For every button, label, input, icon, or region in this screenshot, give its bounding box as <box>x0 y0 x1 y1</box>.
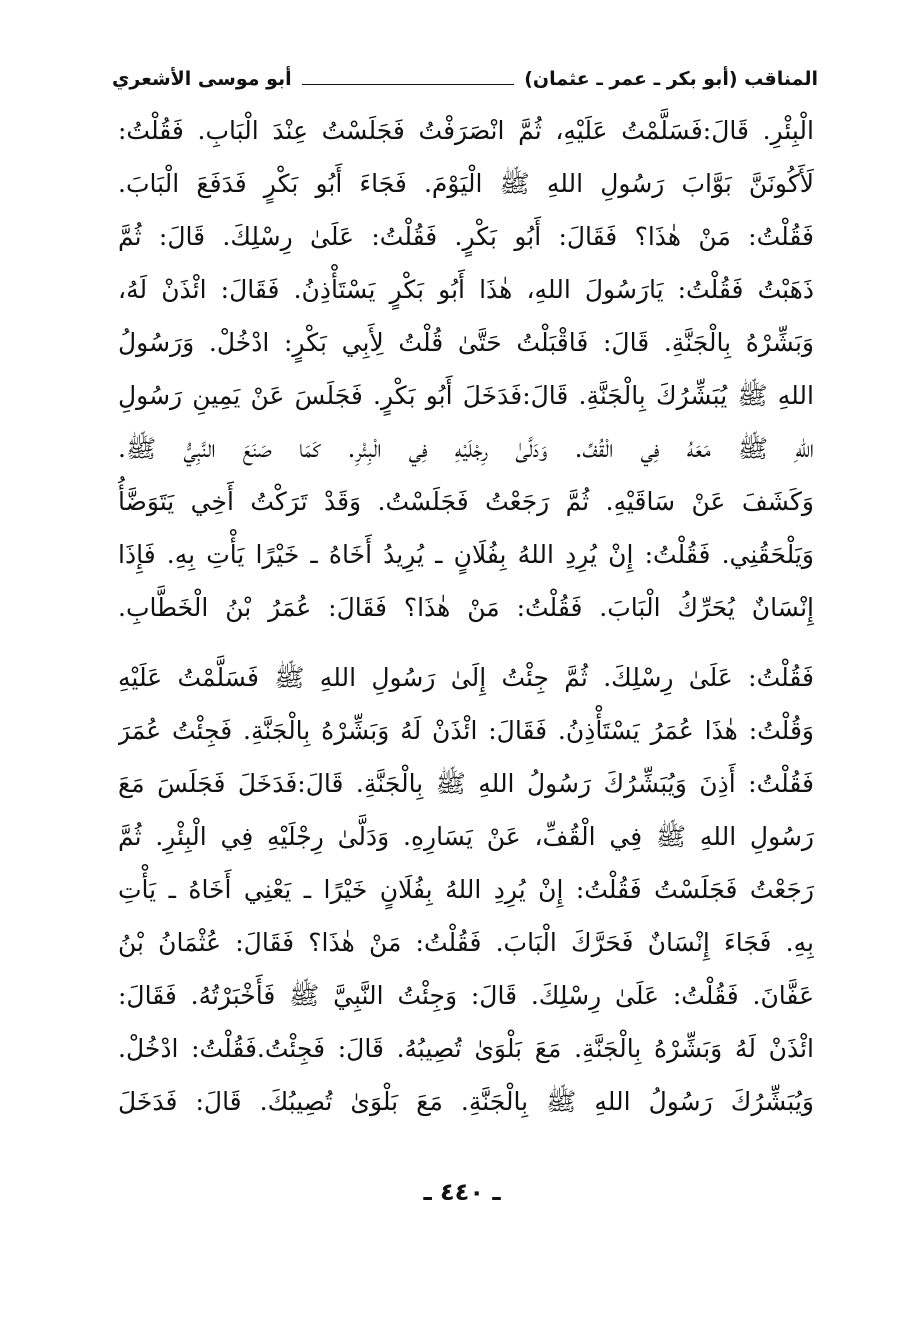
text-line: ائْذَنْ لَهُ وَبَشِّرْهُ بِالْجَنَّةِ. مَعَ بَلْوَىٰ تُصِيبُهُ. قَالَ: فَجِئْتُ.فَقُلْتُ: ادْخُلْ. <box>118 1034 814 1063</box>
paragraph-1 <box>118 104 814 634</box>
text-line: وَيُبَشِّرُكَ رَسُولُ اللهِ ﷺ بِالْجَنَّةِ. مَعَ بَلْوَىٰ تُصِيبُكَ. قَالَ: فَدَخَلَ <box>118 1087 814 1116</box>
text-line: وَيَلْحَقُنِي. فَقُلْتُ: إِنْ يُرِدِ اللهُ بِفُلَانٍ ـ يُرِيدُ أَخَاهُ ـ خَيْرًا يَأْتِ بِهِ. فَإِذَا <box>118 540 814 569</box>
paragraph-gap <box>118 634 814 651</box>
text-line: رَجَعْتُ فَجَلَسْتُ فَقُلْتُ: إِنْ يُرِدِ اللهُ بِفُلَانٍ خَيْرًا ـ يَعْنِي أَخَاهُ ـ يَأْتِ <box>118 875 814 904</box>
book-title: المناقب (أبو بكر ـ عمر ـ عثمان) <box>524 68 818 90</box>
text-line: اللهِ ﷺ مَعَهُ فِي الْقُفِّ. وَدَلَّىٰ رِجْلَيْهِ فِي الْبِئْرِ. كَمَا صَنَعَ النَّبِيُّ ﷺ. <box>118 434 814 463</box>
text-line: وَقُلْتُ: هٰذَا عُمَرُ يَسْتَأْذِنُ. فَقَالَ: ائْذَنْ لَهُ وَبَشِّرْهُ بِالْجَنَّةِ. فَجِئْتُ عُمَرَ <box>118 716 814 745</box>
text-line: لَأَكُونَنَّ بَوَّابَ رَسُولِ اللهِ ﷺ الْيَوْمَ. فَجَاءَ أَبُو بَكْرٍ فَدَفَعَ الْبَابَ. <box>118 169 814 198</box>
text-line: الْبِئْرِ. قَالَ:فَسَلَّمْتُ عَلَيْهِ، ثُمَّ انْصَرَفْتُ فَجَلَسْتُ عِنْدَ الْبَابِ. فَقُلْتُ: <box>118 116 814 145</box>
header-rule <box>302 84 515 85</box>
running-header <box>112 62 818 96</box>
text-line: بِهِ. فَجَاءَ إِنْسَانٌ فَحَرَّكَ الْبَابَ. فَقُلْتُ: مَنْ هٰذَا؟ فَقَالَ: عُثْمَانُ بْنُ <box>118 928 814 957</box>
text-line: اللهِ ﷺ يُبَشِّرُكَ بِالْجَنَّةِ. قَالَ:فَدَخَلَ أَبُو بَكْرٍ. فَجَلَسَ عَنْ يَمِينِ رَسُولِ <box>118 381 814 410</box>
body-text <box>118 104 814 1128</box>
paragraph-2 <box>118 651 814 1128</box>
text-line: إِنْسَانٌ يُحَرِّكُ الْبَابَ. فَقُلْتُ: مَنْ هٰذَا؟ فَقَالَ: عُمَرُ بْنُ الْخَطَّابِ. <box>118 593 814 622</box>
chapter-title: أبو موسى الأشعري <box>112 68 292 90</box>
text-line: فَقُلْتُ: عَلَىٰ رِسْلِكَ. ثُمَّ جِئْتُ إِلَىٰ رَسُولِ اللهِ ﷺ فَسَلَّمْتُ عَلَيْهِ <box>118 663 814 692</box>
text-line: فَقُلْتُ: مَنْ هٰذَا؟ فَقَالَ: أَبُو بَكْرٍ. فَقُلْتُ: عَلَىٰ رِسْلِكَ. قَالَ: ثُمَّ <box>118 222 814 251</box>
text-line: عَفَّانَ. فَقُلْتُ: عَلَىٰ رِسْلِكَ. قَالَ: وَجِئْتُ النَّبِيَّ ﷺ فَأَخْبَرْتُهُ. فَقَالَ: <box>118 981 814 1010</box>
text-line: رَسُولِ اللهِ ﷺ فِي الْقُفِّ، عَنْ يَسَارِهِ. وَدَلَّىٰ رِجْلَيْهِ فِي الْبِئْرِ. ثُمَّ <box>118 822 814 851</box>
text-line: وَكَشَفَ عَنْ سَاقَيْهِ. ثُمَّ رَجَعْتُ فَجَلَسْتُ. وَقَدْ تَرَكْتُ أَخِي يَتَوَضَّأُ <box>118 487 814 516</box>
text-line: وَبَشِّرْهُ بِالْجَنَّةِ. قَالَ: فَاقْبَلْتُ حَتَّىٰ قُلْتُ لِأَبِي بَكْرٍ: ادْخُلْ. وَرَسُولُ <box>118 328 814 357</box>
text-line: ذَهَبْتُ فَقُلْتُ: يَارَسُولَ اللهِ، هٰذَا أَبُو بَكْرٍ يَسْتَأْذِنُ. فَقَالَ: ائْذَنْ لَهُ، <box>118 275 814 304</box>
text-line: فَقُلْتُ: أَذِنَ وَيُبَشِّرُكَ رَسُولُ اللهِ ﷺ بِالْجَنَّةِ. قَالَ:فَدَخَلَ فَجَلَسَ مَعَ <box>118 769 814 798</box>
page-number: ـ ٤٤٠ ـ <box>423 1178 501 1206</box>
